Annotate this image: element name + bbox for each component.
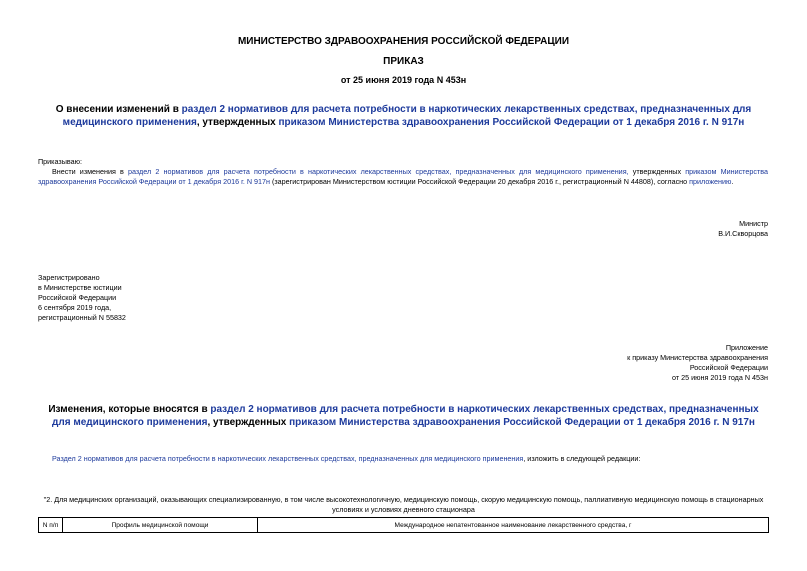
signature-role: Министр — [739, 219, 768, 228]
norms-table — [38, 517, 769, 533]
order-title — [0, 103, 807, 129]
registration-line-1: Зарегистрировано — [38, 273, 100, 282]
appendix-line-4: от 25 июня 2019 года N 453н — [671, 373, 768, 382]
changes-title — [0, 403, 807, 429]
registration-block — [38, 273, 126, 323]
order-lead: Приказываю: — [38, 157, 82, 166]
order-end: . — [731, 177, 734, 186]
doc-date: от 25 июня 2019 года N 453н — [340, 75, 467, 85]
changes-link-section[interactable]: раздел 2 нормативов для расчета потребности в наркотических лекарственных средствах, предназначенных для медицинского применения — [52, 404, 759, 428]
appendix-block — [627, 343, 768, 383]
order-pre: Внести изменения в — [52, 167, 128, 176]
title-link-order[interactable]: приказом Министерства здравоохранения Российской Федерации от 1 декабря 2016 г. N 917н — [278, 117, 745, 128]
signature-name: В.И.Скворцова — [718, 229, 768, 238]
order-link-order[interactable]: приказом Министерства здравоохранения Российской Федерации от 1 декабря 2016 г. N 917н — [38, 167, 769, 186]
table-header-inn: Международное непатентованное наименование лекарственного средства, г — [258, 518, 769, 533]
section-post: , изложить в следующей редакции: — [523, 454, 641, 463]
ministry-heading: МИНИСТЕРСТВО ЗДРАВООХРАНЕНИЯ РОССИЙСКОЙ ФЕДЕРАЦИИ — [237, 36, 570, 47]
order-mid: утвержденных — [628, 167, 686, 176]
table-header-number: N п/п — [39, 518, 63, 533]
appendix-line-3: Российской Федерации — [689, 363, 768, 372]
title-pre: О внесении изменений в — [55, 104, 182, 115]
appendix-line-1: Приложение — [725, 343, 768, 352]
order-link-section[interactable]: раздел 2 нормативов для расчета потребности в наркотических лекарственных средствах, предназначенных для медицинского применения, — [128, 167, 629, 176]
table-header-profile: Профиль медицинской помощи — [63, 518, 258, 533]
title-mid: , утвержденных — [196, 117, 279, 128]
registration-line-3: Российской Федерации — [38, 293, 117, 302]
changes-mid: , утвержденных — [207, 417, 290, 428]
registration-line-4: 6 сентября 2019 года, — [38, 303, 112, 312]
doc-type: ПРИКАЗ — [383, 56, 424, 67]
appendix-line-2: к приказу Министерства здравоохранения — [627, 353, 768, 362]
order-link-appendix[interactable]: приложению — [689, 177, 732, 186]
item-2-text — [0, 495, 807, 515]
order-paragraph — [38, 167, 768, 187]
registration-line-2: в Министерстве юстиции — [38, 283, 122, 292]
item-2-line-1: "2. Для медицинских организаций, оказывающих специализированную, в том числе высокотехнологичную, медицинскую помощь, скорую медицинскую помощь, паллиативную медицинскую помощь в стационарных — [43, 495, 764, 504]
order-post: (зарегистрирован Министерством юстиции Российской Федерации 20 декабря 2016 г., регистрационный N 44808), согласно — [269, 177, 690, 186]
item-2-line-2: условиях и условиях дневного стационара — [332, 505, 475, 514]
changes-link-order[interactable]: приказом Министерства здравоохранения Российской Федерации от 1 декабря 2016 г. N 917н — [289, 417, 755, 428]
signature-block — [718, 219, 768, 239]
section-line — [52, 454, 640, 464]
table-header-row — [39, 518, 769, 533]
section-link[interactable]: Раздел 2 нормативов для расчета потребности в наркотических лекарственных средствах, предназначенных для медицинского применения — [52, 454, 524, 463]
changes-pre: Изменения, которые вносятся в — [48, 404, 211, 415]
title-link-section[interactable]: раздел 2 нормативов для расчета потребности в наркотических лекарственных средствах, предназначенных для медицинского применения — [62, 104, 752, 128]
registration-line-5: регистрационный N 55832 — [38, 313, 126, 322]
